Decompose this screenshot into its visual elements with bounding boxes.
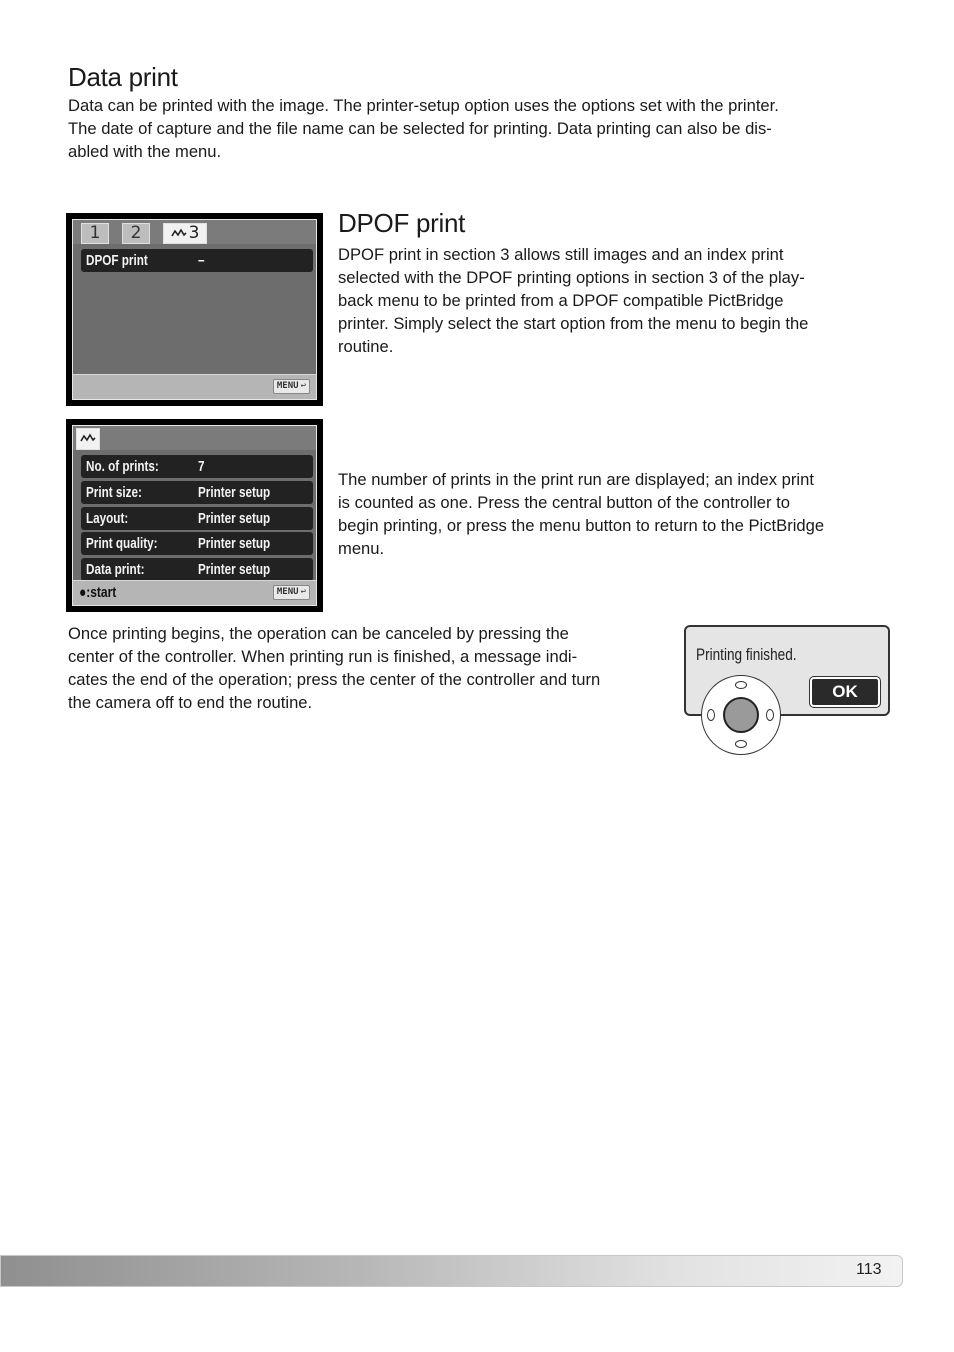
row-label: Layout:	[86, 510, 129, 527]
screen-bottom-bar	[73, 580, 316, 605]
data-print-line: Data can be printed with the image. The printer-setup option uses the options set with the printer.	[68, 96, 779, 115]
tab-1[interactable]	[81, 223, 109, 244]
dpof-print-line: back menu to be printed from a DPOF compatible PictBridge	[338, 291, 784, 310]
row-data-print[interactable]	[81, 558, 313, 581]
tab-1-label: 1	[89, 223, 101, 243]
data-print-paragraph	[68, 94, 898, 163]
controller-up-icon	[735, 681, 747, 689]
start-hint	[79, 584, 116, 601]
cancel-line: the camera off to end the routine.	[68, 693, 313, 712]
prints-line: The number of prints in the print run are displayed; an index print	[338, 470, 814, 489]
row-no-of-prints[interactable]	[81, 455, 313, 478]
menu-row-label: DPOF print	[86, 252, 148, 269]
row-print-quality[interactable]	[81, 532, 313, 555]
menu-badge-label: MENU	[276, 381, 299, 391]
data-print-heading: Data print	[68, 62, 178, 92]
controller-icon	[701, 675, 781, 755]
prints-paragraph	[338, 468, 898, 560]
cancel-paragraph	[68, 622, 673, 714]
print-settings-screen	[66, 419, 323, 612]
dpof-print-line: routine.	[338, 337, 394, 356]
dpof-print-line: selected with the DPOF printing options in section 3 of the play-	[338, 268, 805, 287]
tab-2[interactable]	[122, 223, 150, 244]
controller-down-icon	[735, 740, 747, 748]
prints-line: menu.	[338, 539, 385, 558]
camera-menu-screen	[66, 213, 323, 406]
row-layout[interactable]	[81, 507, 313, 530]
cancel-line: Once printing begins, the operation can be canceled by pressing the	[68, 624, 569, 643]
row-value: Printer setup	[198, 535, 271, 552]
page-number: 113	[856, 1261, 882, 1278]
dpof-print-paragraph	[338, 243, 898, 358]
controller-center-button-icon	[723, 697, 759, 733]
start-label: :start	[86, 584, 117, 601]
return-icon: ↩	[300, 381, 306, 391]
row-label: Print size:	[86, 484, 142, 501]
row-label: Data print:	[86, 561, 145, 578]
row-label: Print quality:	[86, 535, 158, 552]
tab-2-label: 2	[130, 223, 142, 243]
cancel-line: cates the end of the operation; press the center of the controller and turn	[68, 670, 601, 689]
row-label: No. of prints:	[86, 458, 159, 475]
row-value: Printer setup	[198, 510, 271, 527]
row-value: Printer setup	[198, 561, 271, 578]
screen-display	[72, 425, 317, 606]
menu-tab-bar	[73, 220, 316, 244]
footer-bar	[0, 1255, 903, 1287]
row-value: 7	[198, 458, 205, 475]
prints-line: begin printing, or press the menu button to return to the PictBridge	[338, 516, 825, 535]
data-print-line: abled with the menu.	[68, 142, 222, 161]
prints-line: is counted as one. Press the central button of the controller to	[338, 493, 790, 512]
controller-right-icon	[766, 709, 774, 721]
dpof-print-line: DPOF print in section 3 allows still images and an index print	[338, 245, 784, 264]
controller-left-icon	[707, 709, 715, 721]
data-print-line: The date of capture and the file name can be selected for printing. Data printing can also be dis-	[68, 119, 772, 138]
tab-3[interactable]	[163, 223, 207, 244]
dialog-message: Printing finished.	[696, 645, 797, 664]
menu-row-value: –	[198, 252, 205, 269]
menu-badge-label: MENU	[276, 587, 299, 597]
dpof-print-heading: DPOF print	[338, 208, 466, 238]
menu-button-badge	[273, 585, 310, 600]
row-print-size[interactable]	[81, 481, 313, 504]
pictbridge-icon	[171, 228, 187, 238]
cancel-line: center of the controller. When printing run is finished, a message indi-	[68, 647, 578, 666]
tab-3-label: 3	[188, 223, 200, 243]
row-value: Printer setup	[198, 484, 271, 501]
return-icon: ↩	[300, 587, 306, 597]
menu-button-badge	[273, 379, 310, 394]
screen-bottom-bar	[73, 374, 316, 399]
ok-button[interactable]: OK	[810, 677, 880, 707]
pictbridge-tab	[76, 428, 100, 450]
menu-row-dpof-print[interactable]	[81, 249, 313, 272]
pictbridge-icon	[80, 433, 96, 443]
center-button-icon: ●	[79, 584, 87, 601]
dpof-print-line: printer. Simply select the start option from the menu to begin the	[338, 314, 809, 333]
screen-display	[72, 219, 317, 400]
screen-header-bar	[73, 426, 316, 450]
